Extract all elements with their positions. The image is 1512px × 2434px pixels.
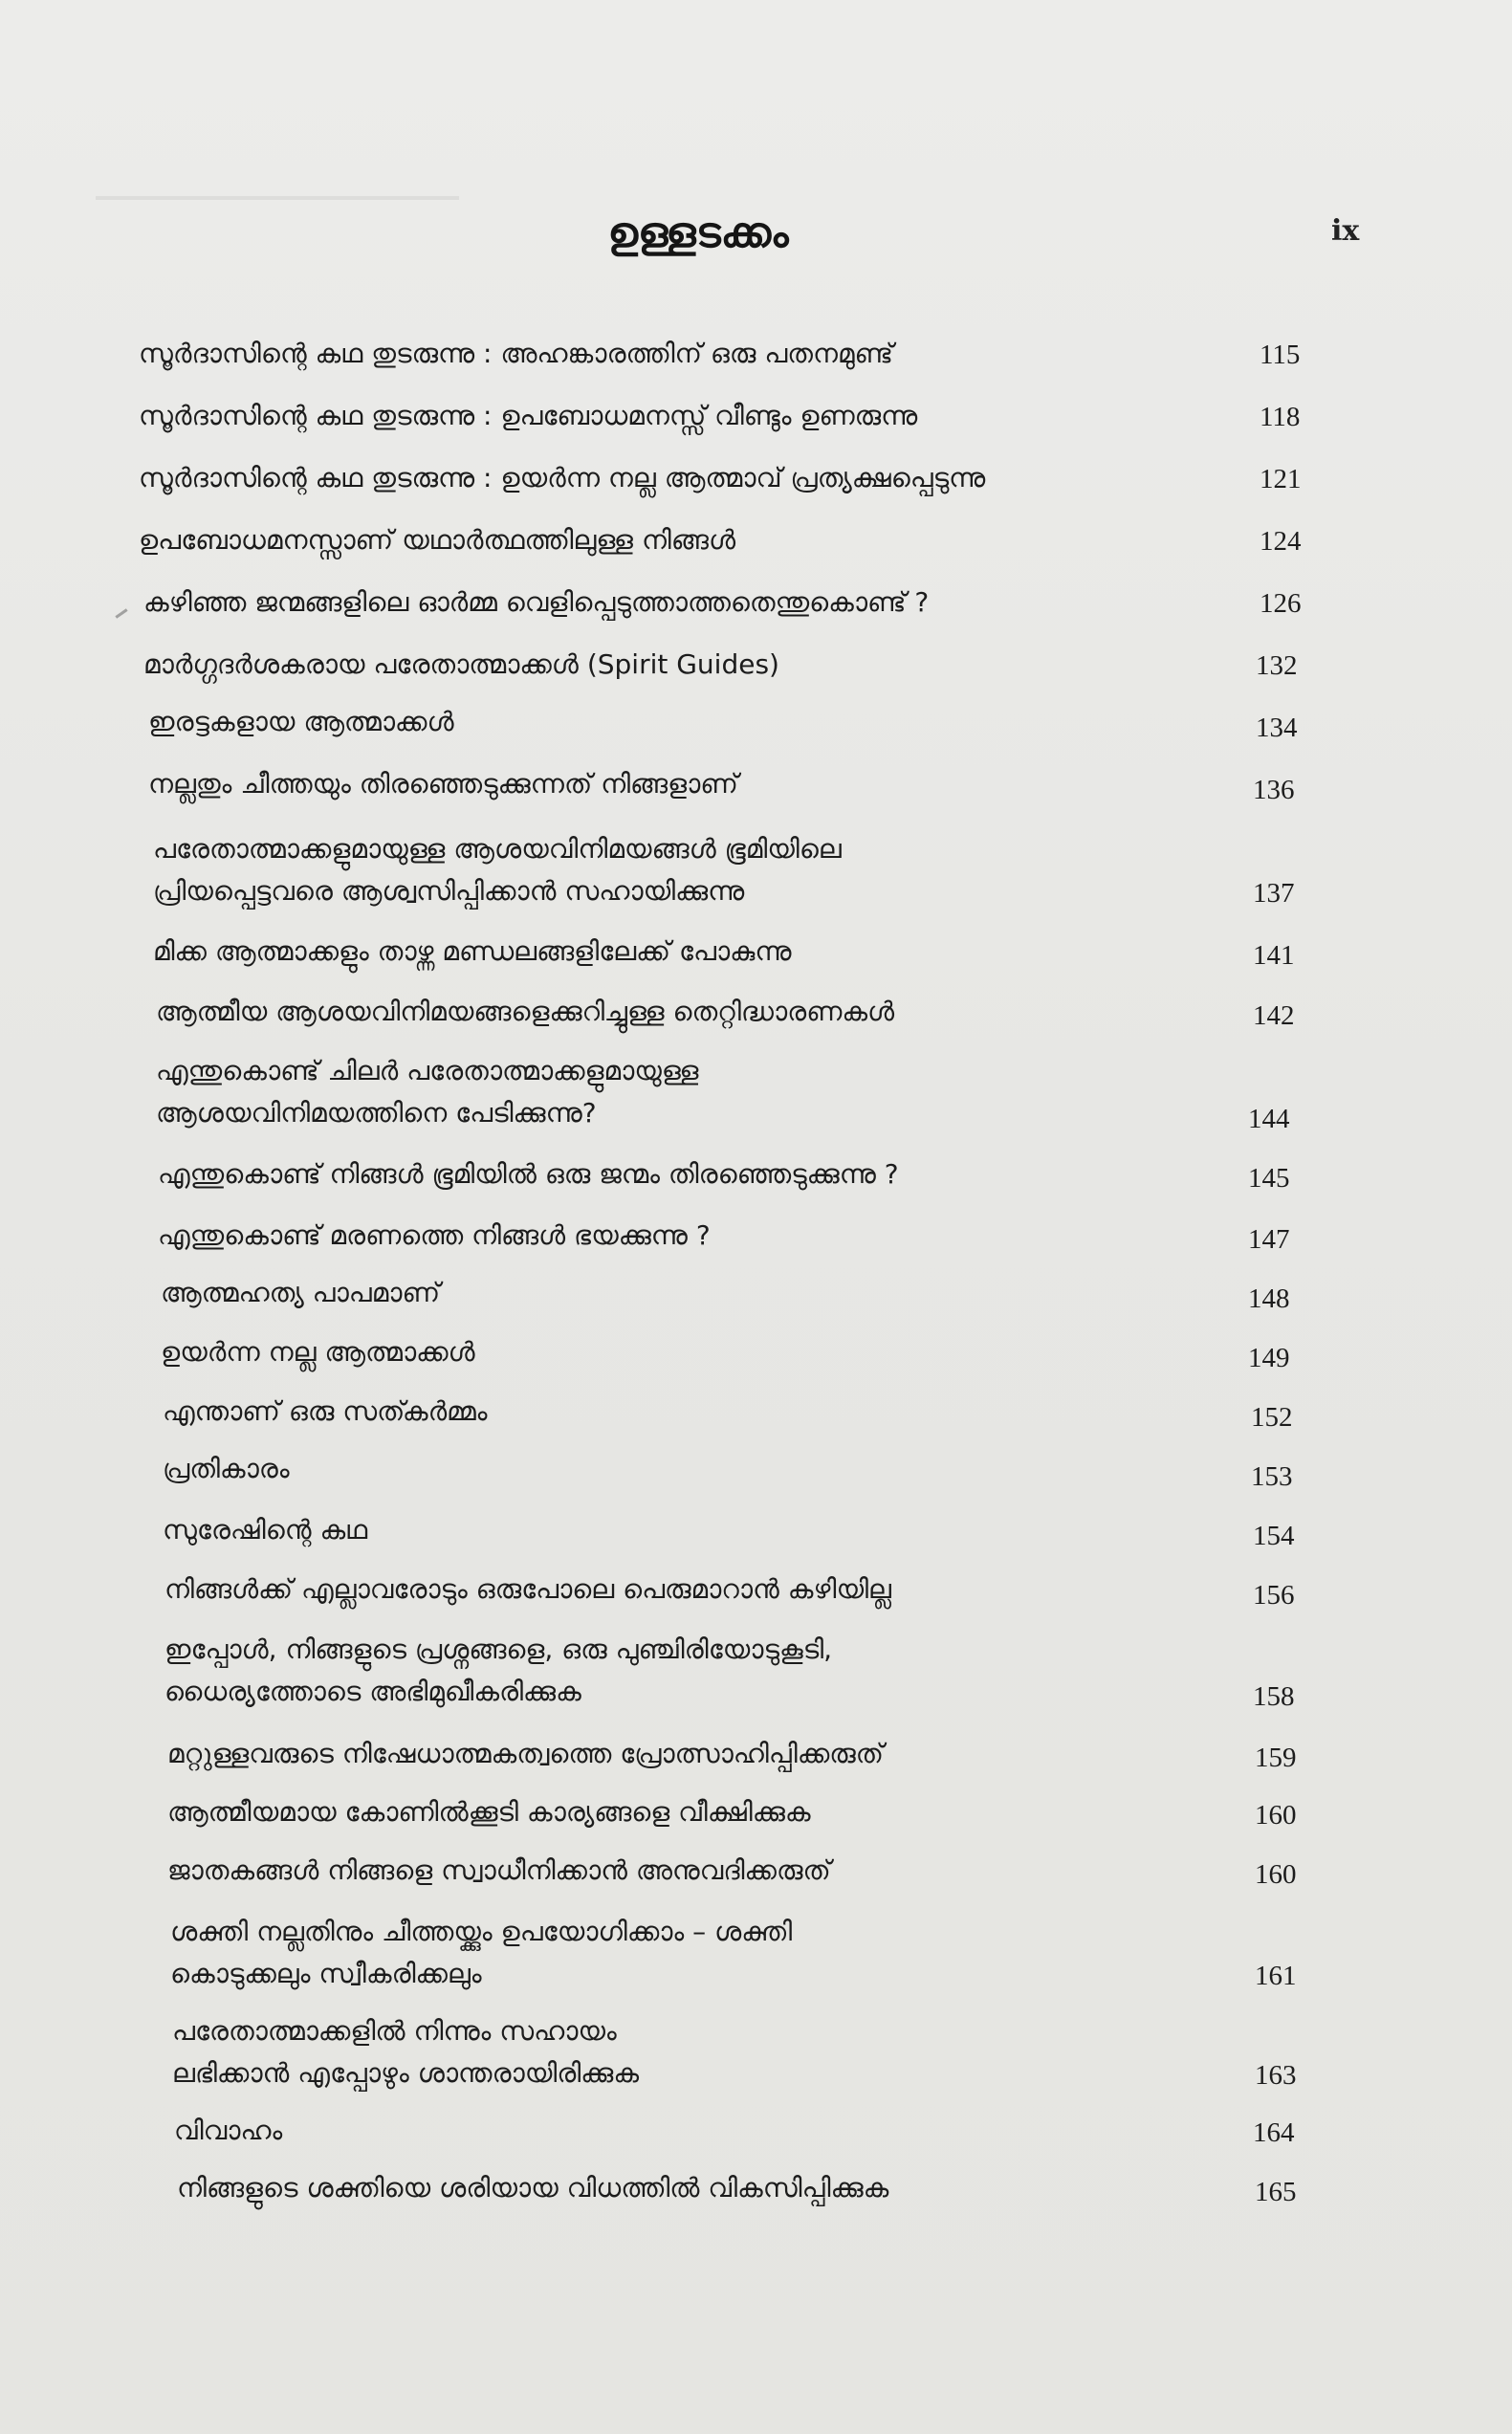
toc-entry-page: 115 <box>1260 340 1301 370</box>
toc-entry-title: മറ്റുള്ളവരുടെ നിഷേധാത്മകത്വത്തെ പ്രോത്സാഹിപ്പിക്കരുത് <box>167 1738 885 1769</box>
toc-entry-page: 118 <box>1260 402 1301 432</box>
toc-entry-page: 156 <box>1253 1580 1295 1611</box>
toc-entry-title: ആത്മഹത്യ പാപമാണ് <box>161 1277 441 1308</box>
toc-entry-page: 126 <box>1260 588 1302 619</box>
toc-entry-page: 137 <box>1253 878 1295 909</box>
toc-entry-title: വിവാഹം <box>174 2115 283 2146</box>
toc-entry-title: ഉപബോധമനസ്സാണ് യഥാർത്ഥത്തിലുള്ള നിങ്ങൾ <box>139 524 736 556</box>
toc-entry-title: ജാതകങ്ങൾ നിങ്ങളെ സ്വാധീനിക്കാൻ അനുവദിക്കരുത് <box>167 1854 831 1886</box>
toc-entry-title: ശക്തി നല്ലതിനും ചീത്തയ്ക്കും ഉപയോഗിക്കാം – ശക്തി കൊടുക്കലും സ്വീകരിക്കലും <box>170 1916 793 1989</box>
page-number: ix <box>1331 214 1360 248</box>
toc-entry-title: ഉയർന്ന നല്ല ആത്മാക്കൾ <box>161 1336 475 1368</box>
toc-entry-title: എന്തുകൊണ്ട് നിങ്ങൾ ഭൂമിയിൽ ഒരു ജന്മം തിരഞ്ഞെടുക്കുന്നു ? <box>158 1158 899 1190</box>
toc-entry-title: സൂർദാസിന്റെ കഥ തുടരുന്നു : അഹങ്കാരത്തിന് ഒരു പതനമുണ്ട് <box>139 338 893 369</box>
toc-entry-page: 144 <box>1248 1104 1290 1134</box>
toc-entry-page: 161 <box>1255 1961 1297 1991</box>
toc-entry-title: മാർഗ്ഗദർശകരായ പരേതാത്മാക്കൾ (Spirit Guides) <box>143 648 779 680</box>
toc-entry-title: പരേതാത്മാക്കളുമായുള്ള ആശയവിനിമയങ്ങൾ ഭൂമിയിലെ പ്രിയപ്പെട്ടവരെ ആശ്വസിപ്പിക്കാൻ സഹായിക്കുന്നു <box>153 833 842 907</box>
toc-entry-page: 158 <box>1253 1681 1295 1712</box>
toc-entry-page: 134 <box>1256 713 1298 743</box>
page-title: ഉള്ളടക്കം <box>607 208 789 257</box>
toc-entry-title: ആത്മീയ ആശയവിനിമയങ്ങളെക്കുറിച്ചുള്ള തെറ്റിദ്ധാരണകൾ <box>156 996 895 1027</box>
toc-entry-page: 121 <box>1260 464 1302 494</box>
toc-entry-title: നിങ്ങളുടെ ശക്തിയെ ശരിയായ വിധത്തിൽ വികസിപ്പിക്കുക <box>177 2172 889 2204</box>
toc-entry-page: 124 <box>1260 526 1302 557</box>
toc-entry-page: 163 <box>1255 2060 1297 2091</box>
toc-entry-title: ഇപ്പോൾ, നിങ്ങളുടെ പ്രശ്നങ്ങളെ, ഒരു പുഞ്ചിരിയോടുകൂടി, ധൈര്യത്തോടെ അഭിമുഖീകരിക്കുക <box>164 1634 833 1707</box>
toc-entry-title: നിങ്ങൾക്ക് എല്ലാവരോടും ഒരുപോലെ പെരുമാറാൻ കഴിയില്ല <box>164 1573 891 1605</box>
toc-entry-page: 165 <box>1255 2177 1297 2207</box>
toc-entry-title: കഴിഞ്ഞ ജന്മങ്ങളിലെ ഓർമ്മ വെളിപ്പെടുത്താത്തതെന്തുകൊണ്ട് ? <box>143 586 930 618</box>
toc-entry-page: 154 <box>1253 1521 1295 1551</box>
toc-entry-title: പ്രതികാരം <box>163 1453 290 1484</box>
toc-entry-title: നല്ലതും ചീത്തയും തിരഞ്ഞെടുക്കുന്നത് നിങ്ങളാണ് <box>148 768 738 800</box>
toc-entry-page: 152 <box>1251 1402 1293 1433</box>
toc-entry-title: എന്താണ് ഒരു സത്കർമ്മം <box>163 1395 488 1427</box>
toc-entry-page: 141 <box>1253 940 1295 971</box>
toc-entry-title: മിക്ക ആത്മാക്കളും താഴ്ന്ന മണ്ഡലങ്ങളിലേക്ക് പോകുന്നു <box>153 935 792 967</box>
toc-entry-page: 160 <box>1255 1800 1297 1831</box>
toc-entry-title: സൂർദാസിന്റെ കഥ തുടരുന്നു : ഉപബോധമനസ്സ് വീണ്ടും ഉണരുന്നു <box>139 400 918 431</box>
toc-entry-title: സുരേഷിന്റെ കഥ <box>163 1514 368 1546</box>
toc-entry-page: 153 <box>1251 1461 1293 1492</box>
toc-entry-page: 136 <box>1253 775 1295 805</box>
toc-entry-page: 142 <box>1253 1000 1295 1031</box>
toc-entry-title: സൂർദാസിന്റെ കഥ തുടരുന്നു : ഉയർന്ന നല്ല ആത്മാവ് പ്രത്യക്ഷപ്പെടുന്നു <box>139 462 986 493</box>
toc-entry-page: 159 <box>1255 1743 1297 1773</box>
toc-entry-page: 147 <box>1248 1224 1290 1255</box>
toc-entry-page: 149 <box>1248 1343 1290 1373</box>
toc-entry-page: 160 <box>1255 1859 1297 1890</box>
toc-entry-page: 148 <box>1248 1283 1290 1314</box>
toc-entry-title: ആത്മീയമായ കോണിൽക്കൂടി കാര്യങ്ങളെ വീക്ഷിക്കുക <box>167 1796 811 1828</box>
toc-entry-title: പരേതാത്മാക്കളിൽ നിന്നും സഹായം ലഭിക്കാൻ എപ്പോഴും ശാന്തരായിരിക്കുക <box>172 2015 640 2089</box>
toc-entry-page: 132 <box>1256 650 1298 681</box>
toc-entry-title: എന്തുകൊണ്ട് ചിലർ പരേതാത്മാക്കളുമായുള്ള ആശയവിനിമയത്തിനെ പേടിക്കുന്നു? <box>156 1055 699 1129</box>
toc-entry-title: എന്തുകൊണ്ട് മരണത്തെ നിങ്ങൾ ഭയക്കുന്നു ? <box>158 1219 711 1251</box>
toc-entry-page: 145 <box>1248 1163 1290 1194</box>
toc-entry-title: ഇരട്ടകളായ ആത്മാക്കൾ <box>148 706 454 737</box>
toc-entry-page: 164 <box>1253 2117 1295 2148</box>
